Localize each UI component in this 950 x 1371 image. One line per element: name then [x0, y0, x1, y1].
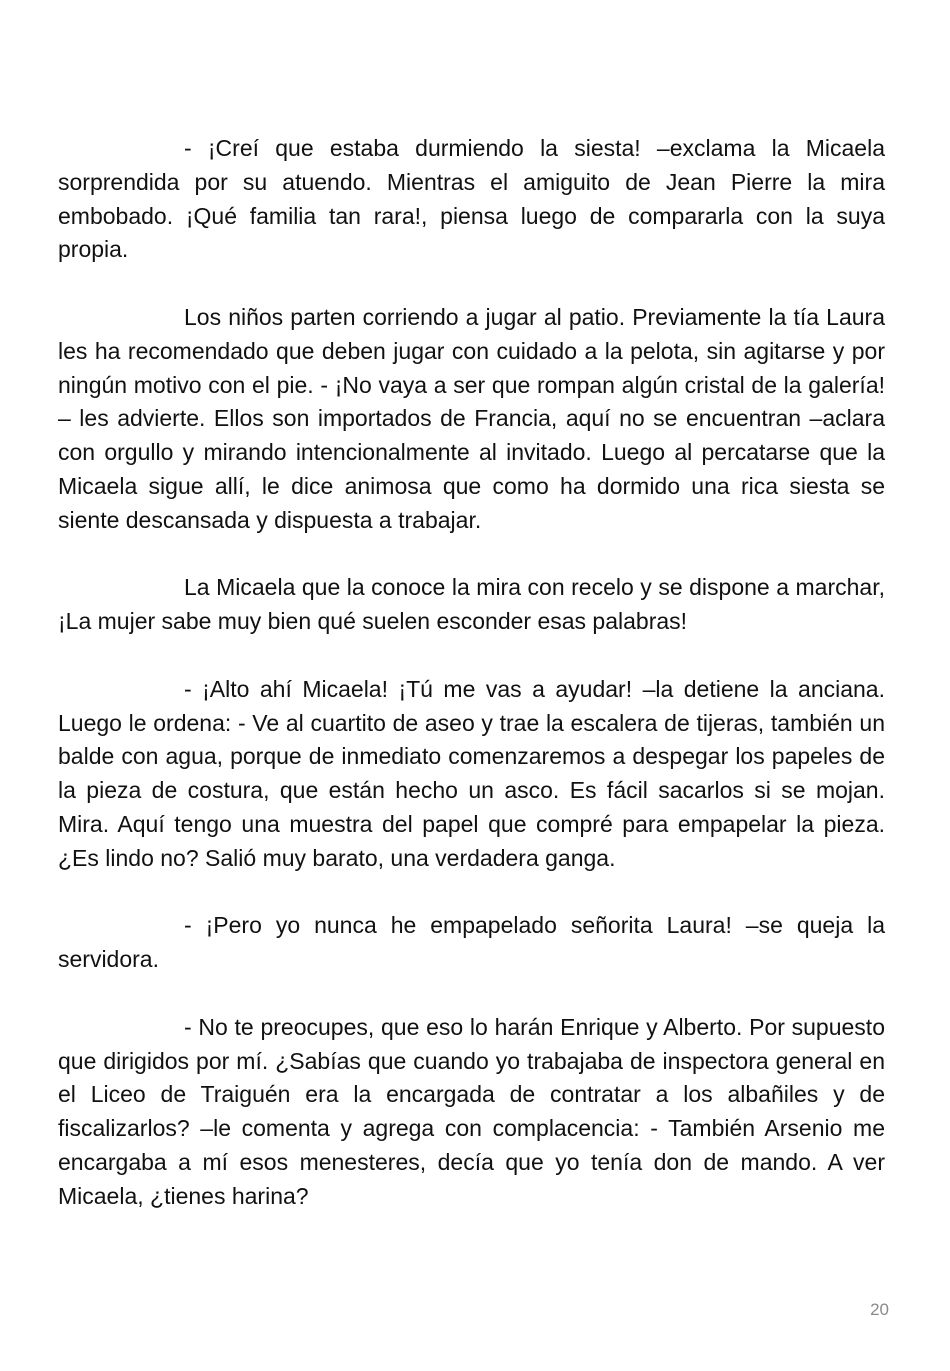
paragraph-5: - ¡Pero yo nunca he empapelado señorita Laura! –se queja la servidora. [58, 912, 885, 973]
paragraph-6: - No te preocupes, que eso lo harán Enrique y Alberto. Por supuesto que dirigidos por mí. ¿Sabías que cuando yo trabajaba de inspectora general en el Liceo de Traiguén era la encargada de contratar a los albañiles y de fiscalizarlos? –le comenta y agrega con complacencia: - También Arsenio me encargaba a mí esos menesteres, decía que yo tenía don de mando. A ver Micaela, ¿tienes harina? [58, 1013, 885, 1209]
body-text [58, 132, 885, 1214]
paragraph-1: - ¡Creí que estaba durmiendo la siesta! –exclama la Micaela sorprendida por su atuendo. Mientras el amiguito de Jean Pierre la mira embobado. ¡Qué familia tan rara!, piensa luego de compararla con la suya propia. [58, 135, 885, 263]
paragraph-4: - ¡Alto ahí Micaela! ¡Tú me vas a ayudar! –la detiene la anciana. Luego le ordena: - Ve al cuartito de aseo y trae la escalera de tijeras, también un balde con agua, porque de inmediato comenzaremos a despegar los papeles de la pieza de costura, que están hecho un asco. Es fácil sacarlos si se mojan. Mira. Aquí tengo una muestra del papel que compré para empapelar la pieza. ¿Es lindo no? Salió muy barato, una verdadera ganga. [58, 675, 885, 871]
paragraph-2: Los niños parten corriendo a jugar al patio. Previamente la tía Laura les ha recomendado que deben jugar con cuidado a la pelota, sin agitarse y por ningún motivo con el pie. - ¡No vaya a ser que rompan algún cristal de la galería! – les advierte. Ellos son importados de Francia, aquí no se encuentran –aclara con orgullo y mirando intencionalmente al invitado. Luego al percatarse que la Micaela sigue allí, le dice animosa que como ha dormido una rica siesta se siente descansada y dispuesta a trabajar. [58, 303, 885, 533]
paragraph-3: La Micaela que la conoce la mira con recelo y se dispone a marchar, ¡La mujer sabe muy bien qué suelen esconder esas palabras! [58, 574, 885, 635]
page-number: 20 [870, 1300, 889, 1319]
